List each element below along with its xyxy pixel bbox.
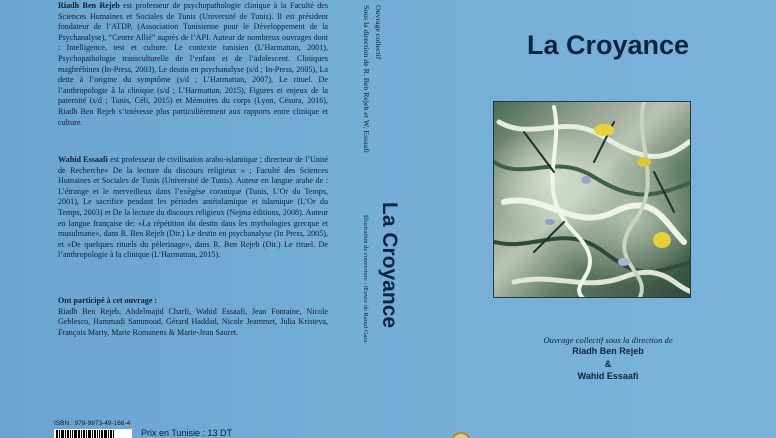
author-name: Wahid Essaafi [58,155,108,164]
price-label: Prix en Tunisie : 13 DT [141,428,233,438]
cover-artwork [493,101,691,298]
contributors-heading: Ont participé à cet ouvrage : [58,296,158,305]
bio-text: est professeur de psychopathologie clinique à la Faculté des Sciences Humaines et Sociales de Tunis (Université de Tunis). Il est président fondateur de l’ATDP, (Association Tunisienne pour le Développement de la Psychanalyse), “Centre Allié” auprès de l’API. Auteur de nombreux ouvrages dont : Intelligence, test et culture. Le contexte tunisien (L’Harmattan, 2001), Psychopathologie transculturelle de l’enfant et de l’adolescent. Cliniques maghrébines (In-Press, 2003), Le destin en psychanalyse (s/d ; In-Press, 2005), La dette à l’origine du symptôme (s/d ; L’Harmattan, 2007), Le rituel. De l’anthropologie à la clinique (s/d ; L’Harmattan, 2015), Figures et enjeux de la paternité (s/d ; Tunis, Céli, 2015) et Mémoires du corps (Lyon, Césura, 2016), Riadh Ben Rejeb s’intéresse plus particulièrement aux rapports entre clinique et culture. [58,1,328,127]
spine-title: La Croyance [378,202,401,329]
cover-title: La Croyance [526,30,690,60]
author-bio-wahid [58,155,328,261]
author-bio-riadh [58,1,328,128]
contributors-text: Riadh Ben Rejeb, Abdelmajid Charfi, Wahid Essaafi, Jean Fontaine, Nicole Geblesco, Hammadi Sammoud, Gérard Haddad, Nicole Jeammet, Julia Kristeva, François Marty, Marie Romanens & Marie-Jean Sauret. [58,306,328,337]
abstract-painting-icon [494,102,691,298]
editor-name-2: Wahid Essaafi [577,371,639,381]
spine-credit-line2: Sous la direction de R. Ben Rejeb et W. Essaafi [362,5,371,153]
publisher-logo [451,432,471,438]
back-cover [0,0,345,438]
bio-text: est professeur de civilisation arabo-islamique ; directeur de l’Unité de Recherche« De la lecture du discours religieux » ; Faculté des Sciences Humaines et Sociales de Tunis (Université de Tunis). Auteur en langue arabe de : L’étrange et le merveilleux dans l’exégèse coranique (Tunis, L’Or du Temps, 2001), Le sacrifice pendant les périodes antéislamique et islamique (L’Or du Temps, 2003) et De la lecture du discours religieux (Nejma éditions, 2008). Auteur en langue française de: «La répétition du destin dans les mythologies grecque et musulmane», dans R. Ben Rejeb (Dir.) Le destin en psychanalyse (In Press, 2005), et «De quelques rituels du pèlerinage», dans R. Ben Rejeb (Dir.) Le rituel. De l’anthropologie à la clinique (L’Harmattan, 2015). [58,155,328,260]
barcode-image [54,429,132,438]
contributors-list [58,296,328,338]
spine-illustration-credit: Illustration de couverture : Œuvre de Raouf Gara [362,215,369,343]
editor-name-1: Riadh Ben Rejeb [572,346,644,356]
author-name: Riadh Ben Rejeb [58,1,120,10]
ampersand: & [604,359,612,369]
spine-credit [360,5,384,153]
collective-work-label: Ouvrage collectif sous la direction de [543,335,673,345]
spine-credit-line1: Ouvrage collectif [374,5,383,60]
isbn-label: ISBN : 978-9973-49-166-4 [54,420,131,427]
